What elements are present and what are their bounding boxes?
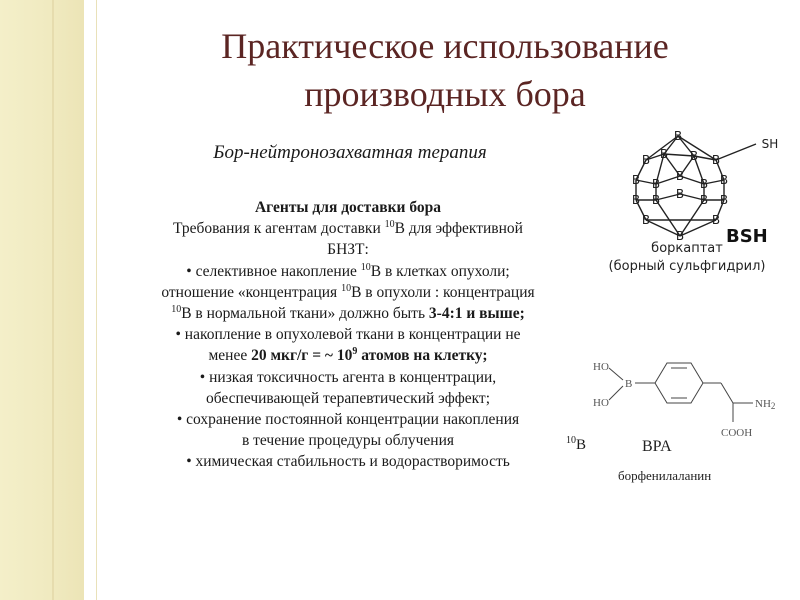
requirements-intro: Требования к агентам доставки $^{10}$В для эффективной: [173, 219, 523, 238]
bullet-constant-concentration-line2: в течение процедуры облучения: [241, 432, 455, 450]
bullet-selective-accumulation: • селективное накопление $^{10}$В в клетках опухоли;: [186, 261, 510, 280]
boron-10-tail: $^{10}$В: [566, 435, 587, 453]
svg-text:B: B: [673, 129, 683, 143]
svg-text:B: B: [651, 193, 661, 207]
bpa-label: BPA: [642, 438, 672, 455]
decorative-side-band: [0, 0, 84, 600]
slide-title: [120, 22, 770, 118]
svg-text:B: B: [625, 378, 633, 390]
svg-text:SH: SH: [761, 137, 779, 151]
svg-text:B: B: [719, 193, 729, 207]
svg-text:B: B: [711, 153, 721, 167]
bullet-ratio-line: отношение «концентрация $^{10}$В в опухоли : концентрация: [161, 282, 535, 301]
bsh-name: боркаптат (борный сульфгидрил): [608, 241, 766, 274]
bullet-stability: • химическая стабильность и водорастворимость: [186, 453, 510, 471]
slide-subtitle: Бор-нейтронозахватная терапия: [213, 142, 487, 163]
svg-text:B: B: [675, 169, 685, 183]
svg-text:COOH: COOH: [721, 427, 753, 439]
svg-text:B: B: [699, 177, 709, 191]
bpa-bonds: [609, 363, 753, 422]
svg-text:B: B: [641, 153, 651, 167]
bullet-constant-concentration: • сохранение постоянной концентрации накопления: [176, 411, 520, 429]
svg-text:NH2: NH2: [755, 398, 776, 411]
svg-text:B: B: [659, 147, 669, 161]
bpa-name: борфенилаланин: [618, 468, 712, 483]
section-heading: Агенты для доставки бора: [254, 199, 442, 216]
bullet-ratio-line2: $^{10}$В в нормальной ткани» должно быть 3‑4:1 и выше;: [171, 303, 525, 323]
bsh-label: BSH: [726, 226, 768, 247]
svg-text:B: B: [711, 213, 721, 227]
slide-title-line2: производных бора: [304, 74, 586, 114]
requirements-intro-line2: БНЗТ:: [327, 241, 369, 259]
svg-text:B: B: [699, 193, 709, 207]
bullet-toxicity: • низкая токсичность агента в концентрации,: [199, 368, 497, 386]
svg-text:HO: HO: [593, 397, 609, 409]
bullet-toxicity-line2: обеспечивающей терапевтический эффект;: [205, 389, 491, 407]
requirements-text-block: [96, 197, 600, 473]
bullet-concentration: • накопление в опухолевой ткани в концентрации не: [175, 326, 521, 344]
svg-text:B: B: [675, 229, 685, 243]
slide-title-line1: Практическое использование: [221, 26, 669, 66]
bullet-concentration-line2: менее 20 мкг/г = ~ $10^9$ атомов на клетку;: [208, 346, 488, 365]
svg-text:B: B: [719, 173, 729, 187]
svg-text:B: B: [631, 173, 641, 187]
bpa-structure-diagram: [585, 350, 795, 460]
svg-text:B: B: [651, 177, 661, 191]
svg-text:B: B: [675, 187, 685, 201]
svg-text:B: B: [641, 213, 651, 227]
svg-text:B: B: [631, 193, 641, 207]
svg-text:HO: HO: [593, 361, 609, 373]
svg-text:B: B: [689, 149, 699, 163]
bpa-atoms: [593, 361, 775, 439]
